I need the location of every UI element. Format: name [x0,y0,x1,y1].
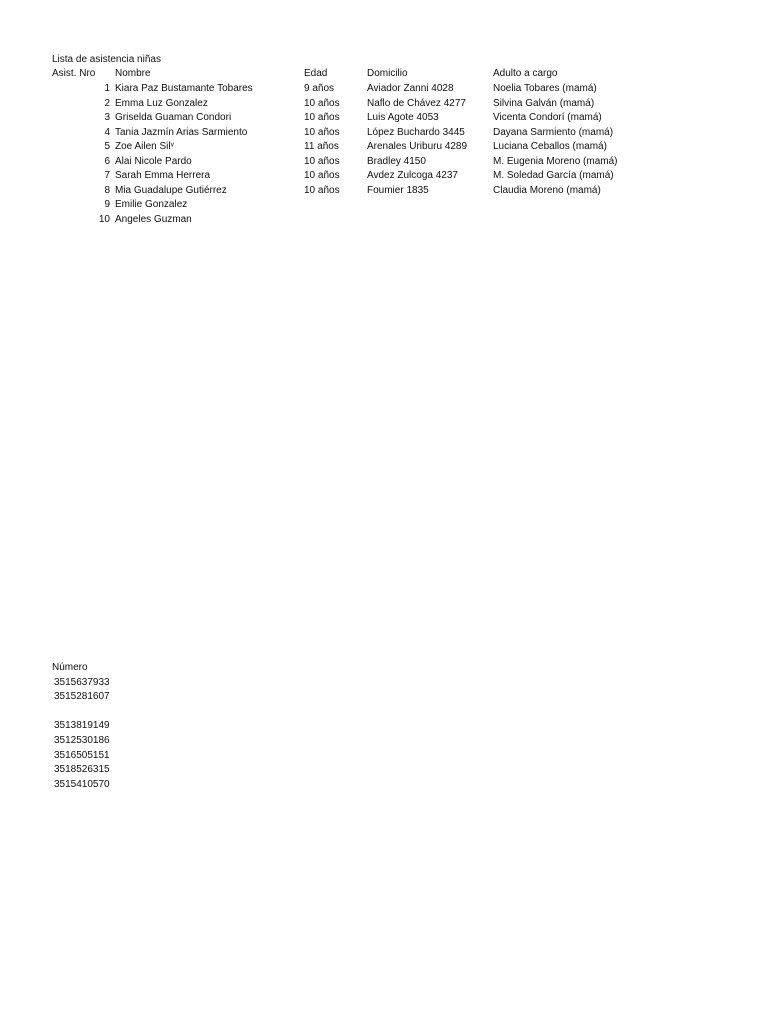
cell-nro: 10 [98,213,110,225]
phone-number: 3515410570 [54,778,110,790]
phone-number: 3513819149 [54,720,110,732]
cell-adulto: Dayana Sarmiento (mamá) [493,126,614,138]
phone-number [54,705,110,720]
cell-domicilio: Bradley 4150 [367,155,426,167]
cell-adulto: Silvina Galván (mamá) [493,97,595,109]
cell-nombre: Zoe Ailen Silᵛ [115,141,174,152]
cell-domicilio: Avdez Zulcoga 4237 [367,170,458,181]
cell-nro: 7 [104,170,110,181]
cell-edad: 10 años [304,126,340,138]
cell-edad: 10 años [304,97,340,109]
phone-list-title: Número [52,662,88,673]
table-row [0,169,768,184]
cell-edad: 10 años [304,170,340,181]
cell-nombre: Kiara Paz Bustamante Tobares [115,83,253,94]
header-domicilio: Domicilio [367,68,408,79]
table-row [0,155,768,170]
header-adulto-a-cargo: Adulto a cargo [493,68,558,79]
cell-adulto: Vicenta Condorí (mamá) [493,112,602,123]
cell-edad: 9 años [304,83,335,94]
phone-number: 3515637933 [54,676,110,688]
cell-edad: 11 años [304,141,339,152]
cell-nombre: Sarah Emma Herrera [115,170,211,181]
cell-adulto: M. Soledad García (mamá) [493,170,614,181]
cell-nro: 4 [104,126,110,138]
phone-list [52,661,108,792]
cell-nombre: Tania Jazmín Arias Sarmiento [115,126,248,138]
table-row [0,140,768,155]
cell-domicilio: Foumier 1835 [367,184,429,196]
header-asist-nro: Asist. Nro [52,68,96,79]
cell-domicilio: Naflo de Chávez 4277 [367,97,466,109]
cell-nro: 5 [104,141,110,152]
cell-adulto: M. Eugenia Moreno (mamá) [493,155,618,167]
table-row [0,97,768,112]
cell-nombre: Angeles Guzman [115,213,192,225]
table-row [0,184,768,199]
table-row [0,111,768,126]
cell-nombre: Mia Guadalupe Gutiérrez [115,184,227,196]
cell-domicilio: López Buchardo 3445 [367,126,465,138]
phone-number: 3515281607 [54,691,110,703]
cell-edad: 10 años [304,184,340,196]
phone-number: 3516505151 [54,749,110,761]
cell-nombre: Alai Nicole Pardo [115,155,192,167]
table-row [0,213,768,228]
page-title: Lista de asistencia niñas [52,54,161,65]
cell-nro: 1 [104,83,110,94]
cell-adulto: Noelia Tobares (mamá) [493,83,597,94]
header-edad: Edad [304,68,328,79]
header-nombre: Nombre [115,68,151,79]
cell-nro: 2 [104,97,110,109]
table-row [0,198,768,213]
table-row [0,82,768,97]
cell-nro: 8 [104,184,110,196]
cell-adulto: Luciana Ceballos (mamá) [493,141,607,152]
cell-domicilio: Aviador Zanni 4028 [367,83,454,94]
cell-nro: 6 [104,155,110,167]
cell-nro: 9 [104,199,110,210]
cell-nro: 3 [104,112,110,123]
cell-adulto: Claudia Moreno (mamá) [493,184,601,196]
cell-edad: 10 años [304,155,340,167]
cell-domicilio: Luis Agote 4053 [367,112,439,123]
table-row [0,126,768,141]
cell-nombre: Griselda Guaman Condori [115,112,232,123]
phone-number: 3512530186 [54,734,110,746]
cell-domicilio: Arenales Uriburu 4289 [367,141,468,152]
phone-number: 3518526315 [54,764,110,776]
cell-nombre: Emma Luz Gonzalez [115,97,208,109]
cell-nombre: Emilie Gonzalez [115,199,188,210]
cell-edad: 10 años [304,112,340,123]
